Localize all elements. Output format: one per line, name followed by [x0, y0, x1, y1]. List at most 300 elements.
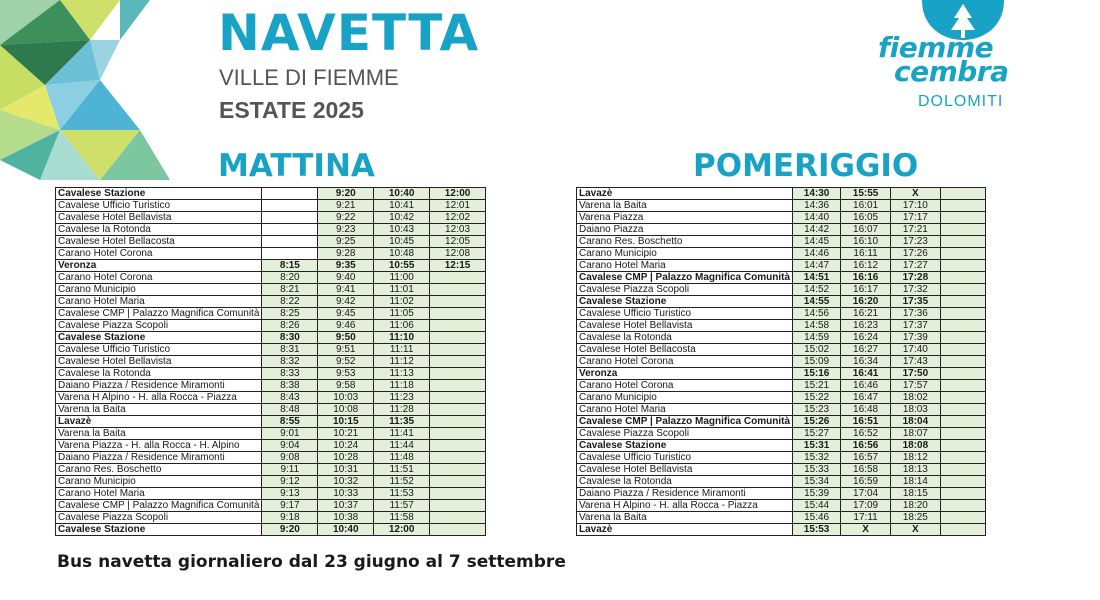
empty-cell: [940, 308, 985, 320]
departure-time: 11:18: [374, 380, 430, 392]
table-row: [577, 308, 986, 320]
departure-time: 15:33: [793, 464, 841, 476]
empty-cell: [940, 188, 985, 200]
stop-name: Carano Municipio: [577, 248, 793, 260]
departure-time: 17:37: [890, 320, 940, 332]
departure-time: 14:40: [793, 212, 841, 224]
departure-time: 15:55: [841, 188, 891, 200]
departure-time: 17:36: [890, 308, 940, 320]
departure-time: [262, 212, 318, 224]
departure-time: [430, 488, 486, 500]
brand-logo: [878, 0, 1053, 120]
departure-time: 14:45: [793, 236, 841, 248]
departure-time: 11:58: [374, 512, 430, 524]
departure-time: 16:24: [841, 332, 891, 344]
departure-time: [430, 464, 486, 476]
table-row: [56, 212, 486, 224]
table-row: [577, 524, 986, 536]
table-row: [577, 344, 986, 356]
page-subtitle: VILLE DI FIEMME: [219, 65, 399, 90]
departure-time: [430, 320, 486, 332]
empty-cell: [940, 284, 985, 296]
departure-time: 14:47: [793, 260, 841, 272]
departure-time: 15:26: [793, 416, 841, 428]
departure-time: 9:20: [318, 188, 374, 200]
departure-time: 14:46: [793, 248, 841, 260]
departure-time: [430, 308, 486, 320]
departure-time: 9:28: [318, 248, 374, 260]
departure-time: 8:15: [262, 260, 318, 272]
departure-time: [430, 404, 486, 416]
table-row: [56, 512, 486, 524]
departure-time: [430, 392, 486, 404]
departure-time: 12:08: [430, 248, 486, 260]
stop-name: Carano Res. Boschetto: [56, 464, 262, 476]
departure-time: 10:45: [374, 236, 430, 248]
table-row: [56, 188, 486, 200]
departure-time: 15:16: [793, 368, 841, 380]
departure-time: 15:23: [793, 404, 841, 416]
empty-cell: [940, 440, 985, 452]
departure-time: [430, 272, 486, 284]
departure-time: 16:47: [841, 392, 891, 404]
departure-time: 17:40: [890, 344, 940, 356]
empty-cell: [940, 416, 985, 428]
departure-time: 11:57: [374, 500, 430, 512]
departure-time: 10:15: [318, 416, 374, 428]
table-row: [56, 308, 486, 320]
departure-time: [430, 512, 486, 524]
table-row: [56, 284, 486, 296]
stop-name: Cavalese Hotel Bellavista: [56, 356, 262, 368]
departure-time: 14:52: [793, 284, 841, 296]
table-row: [577, 476, 986, 488]
departure-time: [430, 452, 486, 464]
empty-cell: [940, 404, 985, 416]
departure-time: [430, 344, 486, 356]
departure-time: 17:21: [890, 224, 940, 236]
empty-cell: [940, 476, 985, 488]
departure-time: 10:08: [318, 404, 374, 416]
table-row: [56, 200, 486, 212]
table-row: [577, 224, 986, 236]
table-row: [56, 332, 486, 344]
departure-time: 9:25: [318, 236, 374, 248]
departure-time: 9:52: [318, 356, 374, 368]
departure-time: 14:42: [793, 224, 841, 236]
departure-time: 16:27: [841, 344, 891, 356]
stop-name: Cavalese Hotel Bellavista: [577, 320, 793, 332]
departure-time: 11:11: [374, 344, 430, 356]
departure-time: [430, 440, 486, 452]
stop-name: Cavalese la Rotonda: [56, 368, 262, 380]
stop-name: Carano Hotel Corona: [56, 272, 262, 284]
departure-time: 16:10: [841, 236, 891, 248]
stop-name: Varena la Baita: [577, 512, 793, 524]
departure-time: 11:05: [374, 308, 430, 320]
departure-time: 9:50: [318, 332, 374, 344]
departure-time: 14:30: [793, 188, 841, 200]
departure-time: 9:08: [262, 452, 318, 464]
stop-name: Cavalese CMP | Palazzo Magnifica Comunità: [577, 272, 793, 284]
empty-cell: [940, 236, 985, 248]
departure-time: 18:13: [890, 464, 940, 476]
table-row: [56, 428, 486, 440]
stop-name: Carano Hotel Corona: [577, 356, 793, 368]
departure-time: [430, 476, 486, 488]
departure-time: 14:58: [793, 320, 841, 332]
departure-time: 15:32: [793, 452, 841, 464]
departure-time: 18:20: [890, 500, 940, 512]
departure-time: 10:24: [318, 440, 374, 452]
table-row: [577, 464, 986, 476]
departure-time: 16:46: [841, 380, 891, 392]
table-row: [577, 284, 986, 296]
table-row: [577, 452, 986, 464]
departure-time: 9:17: [262, 500, 318, 512]
table-row: [56, 392, 486, 404]
departure-time: 17:17: [890, 212, 940, 224]
departure-time: 10:42: [374, 212, 430, 224]
stop-name: Carano Municipio: [56, 476, 262, 488]
table-row: [577, 404, 986, 416]
table-row: [56, 524, 486, 536]
departure-time: 14:55: [793, 296, 841, 308]
table-row: [577, 320, 986, 332]
brand-word-fiemme: fiemme: [878, 31, 994, 64]
stop-name: Cavalese Hotel Bellavista: [56, 212, 262, 224]
stop-name: Cavalese CMP | Palazzo Magnifica Comunità: [56, 500, 262, 512]
empty-cell: [940, 452, 985, 464]
departure-time: 11:48: [374, 452, 430, 464]
departure-time: 8:55: [262, 416, 318, 428]
departure-time: 18:14: [890, 476, 940, 488]
departure-time: 8:25: [262, 308, 318, 320]
stop-name: Cavalese Hotel Bellacosta: [56, 236, 262, 248]
stop-name: Carano Hotel Corona: [56, 248, 262, 260]
stop-name: Cavalese Stazione: [577, 296, 793, 308]
departure-time: 16:41: [841, 368, 891, 380]
stop-name: Veronza: [577, 368, 793, 380]
departure-time: 11:35: [374, 416, 430, 428]
departure-time: 12:05: [430, 236, 486, 248]
stop-name: Cavalese Piazza Scopoli: [56, 320, 262, 332]
departure-time: 16:23: [841, 320, 891, 332]
departure-time: 11:10: [374, 332, 430, 344]
stop-name: Varena H Alpino - H. alla Rocca - Piazza: [56, 392, 262, 404]
departure-time: 8:30: [262, 332, 318, 344]
departure-time: 15:44: [793, 500, 841, 512]
table-row: [577, 248, 986, 260]
brand-word-dolomiti: DOLOMITI: [918, 93, 1004, 110]
departure-time: 14:36: [793, 200, 841, 212]
stop-name: Cavalese CMP | Palazzo Magnifica Comunità: [577, 416, 793, 428]
table-row: [56, 296, 486, 308]
departure-time: 10:21: [318, 428, 374, 440]
empty-cell: [940, 248, 985, 260]
table-row: [577, 272, 986, 284]
departure-time: 10:38: [318, 512, 374, 524]
departure-time: 16:51: [841, 416, 891, 428]
departure-time: 17:50: [890, 368, 940, 380]
empty-cell: [940, 500, 985, 512]
table-row: [577, 200, 986, 212]
departure-time: 12:00: [374, 524, 430, 536]
departure-time: 8:20: [262, 272, 318, 284]
departure-time: 16:34: [841, 356, 891, 368]
table-row: [577, 392, 986, 404]
stop-name: Daiano Piazza / Residence Miramonti: [56, 380, 262, 392]
departure-time: 9:20: [262, 524, 318, 536]
departure-time: 17:32: [890, 284, 940, 296]
empty-cell: [940, 488, 985, 500]
departure-time: 11:12: [374, 356, 430, 368]
table-row: [56, 356, 486, 368]
departure-time: 11:28: [374, 404, 430, 416]
departure-time: 17:04: [841, 488, 891, 500]
stop-name: Cavalese Hotel Bellacosta: [577, 344, 793, 356]
departure-time: [262, 236, 318, 248]
departure-time: 9:23: [318, 224, 374, 236]
departure-time: [430, 380, 486, 392]
departure-time: 9:04: [262, 440, 318, 452]
stop-name: Varena la Baita: [56, 404, 262, 416]
table-row: [56, 320, 486, 332]
stop-name: Lavazè: [56, 416, 262, 428]
departure-time: 15:27: [793, 428, 841, 440]
departure-time: 18:08: [890, 440, 940, 452]
departure-time: 14:56: [793, 308, 841, 320]
table-row: [56, 416, 486, 428]
departure-time: 16:05: [841, 212, 891, 224]
stop-name: Cavalese la Rotonda: [56, 224, 262, 236]
stop-name: Daiano Piazza / Residence Miramonti: [577, 488, 793, 500]
departure-time: 9:45: [318, 308, 374, 320]
departure-time: 12:15: [430, 260, 486, 272]
departure-time: 9:42: [318, 296, 374, 308]
table-row: [577, 368, 986, 380]
departure-time: 18:03: [890, 404, 940, 416]
stop-name: Varena Piazza: [577, 212, 793, 224]
departure-time: 9:11: [262, 464, 318, 476]
departure-time: 17:09: [841, 500, 891, 512]
departure-time: 11:13: [374, 368, 430, 380]
departure-time: 15:39: [793, 488, 841, 500]
table-row: [577, 416, 986, 428]
departure-time: 9:21: [318, 200, 374, 212]
empty-cell: [940, 320, 985, 332]
departure-time: X: [841, 524, 891, 536]
empty-cell: [940, 272, 985, 284]
departure-time: 17:27: [890, 260, 940, 272]
departure-time: 9:35: [318, 260, 374, 272]
stop-name: Varena Piazza - H. alla Rocca - H. Alpino: [56, 440, 262, 452]
departure-time: 9:53: [318, 368, 374, 380]
table-row: [577, 188, 986, 200]
stop-name: Carano Municipio: [577, 392, 793, 404]
departure-time: 8:22: [262, 296, 318, 308]
stop-name: Veronza: [56, 260, 262, 272]
table-row: [577, 428, 986, 440]
departure-time: 15:22: [793, 392, 841, 404]
departure-time: 9:51: [318, 344, 374, 356]
departure-time: 10:32: [318, 476, 374, 488]
table-row: [577, 236, 986, 248]
departure-time: 17:39: [890, 332, 940, 344]
footer-note: Bus navetta giornaliero dal 23 giugno al 7 settembre: [57, 552, 566, 572]
table-row: [56, 272, 486, 284]
departure-time: 10:55: [374, 260, 430, 272]
departure-time: 8:48: [262, 404, 318, 416]
stop-name: Cavalese Hotel Bellavista: [577, 464, 793, 476]
departure-time: 16:52: [841, 428, 891, 440]
departure-time: 17:28: [890, 272, 940, 284]
page-title: NAVETTA: [218, 4, 480, 62]
table-row: [56, 248, 486, 260]
table-row: [56, 500, 486, 512]
empty-cell: [940, 428, 985, 440]
departure-time: 8:33: [262, 368, 318, 380]
morning-heading: MATTINA: [218, 148, 375, 184]
departure-time: X: [890, 524, 940, 536]
stop-name: Varena la Baita: [56, 428, 262, 440]
departure-time: 11:01: [374, 284, 430, 296]
departure-time: 9:46: [318, 320, 374, 332]
table-row: [56, 224, 486, 236]
stop-name: Daiano Piazza / Residence Miramonti: [56, 452, 262, 464]
departure-time: 11:00: [374, 272, 430, 284]
empty-cell: [940, 380, 985, 392]
departure-time: 15:21: [793, 380, 841, 392]
stop-name: Cavalese Stazione: [56, 188, 262, 200]
empty-cell: [940, 332, 985, 344]
empty-cell: [940, 296, 985, 308]
departure-time: 9:13: [262, 488, 318, 500]
departure-time: 8:38: [262, 380, 318, 392]
departure-time: 16:57: [841, 452, 891, 464]
departure-time: [262, 224, 318, 236]
departure-time: 18:15: [890, 488, 940, 500]
departure-time: 15:53: [793, 524, 841, 536]
table-row: [577, 488, 986, 500]
stop-name: Lavazè: [577, 524, 793, 536]
table-row: [577, 296, 986, 308]
departure-time: 18:07: [890, 428, 940, 440]
departure-time: 10:41: [374, 200, 430, 212]
stop-name: Carano Hotel Maria: [577, 260, 793, 272]
afternoon-heading: POMERIGGIO: [693, 148, 919, 184]
stop-name: Carano Hotel Maria: [577, 404, 793, 416]
departure-time: 17:26: [890, 248, 940, 260]
departure-time: [430, 332, 486, 344]
departure-time: X: [890, 188, 940, 200]
departure-time: 17:57: [890, 380, 940, 392]
departure-time: 11:02: [374, 296, 430, 308]
departure-time: 11:41: [374, 428, 430, 440]
departure-time: 18:02: [890, 392, 940, 404]
departure-time: 9:22: [318, 212, 374, 224]
departure-time: [430, 416, 486, 428]
departure-time: 8:31: [262, 344, 318, 356]
departure-time: [430, 356, 486, 368]
departure-time: 16:58: [841, 464, 891, 476]
departure-time: 10:33: [318, 488, 374, 500]
departure-time: 12:03: [430, 224, 486, 236]
departure-time: 9:18: [262, 512, 318, 524]
decorative-triangles-logo: [0, 0, 180, 185]
departure-time: 8:26: [262, 320, 318, 332]
stop-name: Carano Hotel Maria: [56, 296, 262, 308]
empty-cell: [940, 512, 985, 524]
departure-time: 10:40: [318, 524, 374, 536]
departure-time: 16:12: [841, 260, 891, 272]
afternoon-timetable: [576, 187, 986, 536]
departure-time: 11:52: [374, 476, 430, 488]
departure-time: 8:43: [262, 392, 318, 404]
stop-name: Cavalese Stazione: [56, 332, 262, 344]
table-row: [577, 332, 986, 344]
departure-time: 18:12: [890, 452, 940, 464]
table-row: [56, 380, 486, 392]
table-row: [56, 236, 486, 248]
departure-time: 10:48: [374, 248, 430, 260]
table-row: [56, 344, 486, 356]
departure-time: 17:10: [890, 200, 940, 212]
departure-time: 17:35: [890, 296, 940, 308]
empty-cell: [940, 344, 985, 356]
table-row: [577, 380, 986, 392]
table-row: [56, 464, 486, 476]
empty-cell: [940, 464, 985, 476]
departure-time: 17:23: [890, 236, 940, 248]
departure-time: 16:21: [841, 308, 891, 320]
empty-cell: [940, 212, 985, 224]
stop-name: Cavalese Piazza Scopoli: [577, 284, 793, 296]
departure-time: 14:51: [793, 272, 841, 284]
table-row: [577, 512, 986, 524]
departure-time: 12:00: [430, 188, 486, 200]
table-row: [577, 440, 986, 452]
departure-time: [430, 524, 486, 536]
departure-time: 14:59: [793, 332, 841, 344]
empty-cell: [940, 524, 985, 536]
departure-time: [262, 200, 318, 212]
departure-time: 11:53: [374, 488, 430, 500]
departure-time: 12:01: [430, 200, 486, 212]
departure-time: 8:32: [262, 356, 318, 368]
stop-name: Carano Municipio: [56, 284, 262, 296]
departure-time: 15:02: [793, 344, 841, 356]
departure-time: 16:17: [841, 284, 891, 296]
table-row: [56, 476, 486, 488]
departure-time: 16:11: [841, 248, 891, 260]
table-row: [56, 260, 486, 272]
departure-time: 15:31: [793, 440, 841, 452]
departure-time: 16:20: [841, 296, 891, 308]
departure-time: 15:46: [793, 512, 841, 524]
departure-time: 16:07: [841, 224, 891, 236]
departure-time: [262, 188, 318, 200]
stop-name: Carano Res. Boschetto: [577, 236, 793, 248]
departure-time: 9:40: [318, 272, 374, 284]
stop-name: Varena la Baita: [577, 200, 793, 212]
table-row: [56, 404, 486, 416]
stop-name: Cavalese la Rotonda: [577, 332, 793, 344]
departure-time: [430, 500, 486, 512]
morning-timetable: [55, 187, 486, 536]
table-row: [56, 368, 486, 380]
table-row: [56, 440, 486, 452]
